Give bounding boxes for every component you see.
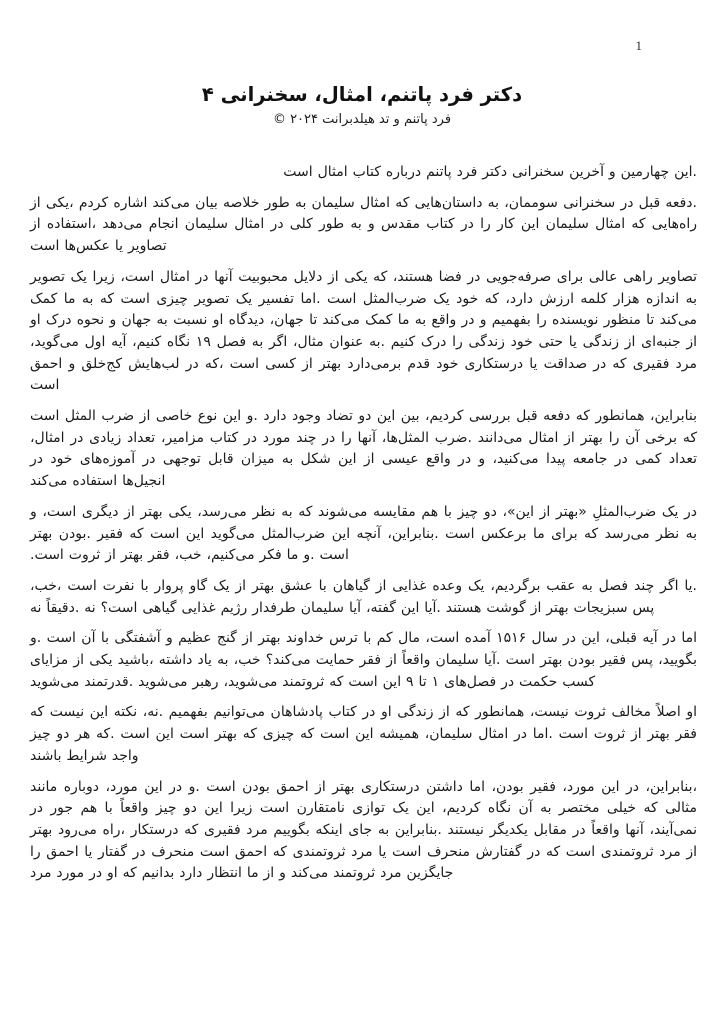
paragraph: اما در آیه قبلی، این در سال ۱۵۱۶ آمده است، مال کم با ترس خداوند بهتر از گنج عظیم و آشفتگی با آن است .و بگویید، پس فقیر بودن بهتر است .آیا سلیمان واقعاً از فقر حمایت می‌کند؟ خب، به یاد داشته ،باشید یکی از مزایای کسب حکمت در فصل‌های ۱ تا ۹ این است که ثروتمند می‌شوید، رهبر می‌شوید .قدرتمند می‌شوید	[30, 630, 697, 690]
paragraph: ،بنابراین، در این مورد، فقیر بودن، اما داشتن درستکاری بهتر از احمق بودن است .و در این مورد، دوباره مانند مثالی که خیلی مختصر به آن نگاه کردیم، این یک توازی نامتقارن است زیرا این دو چیز واقعاً با هم جور در نمی‌آیند، آنها واقعاً در مقابل یکدیگر نیستند .بنابراین به جای اینکه بگوییم مرد فقیری که درستکار ،راه می‌رود بهتر از مرد ثروتمندی است که در گفتارش منحرف است یا مرد ثروتمندی که احمق است منحرف در گفتار یا احمق را جایگزین مرد ثروتمند می‌کند و از ما انتظار دارد بدانیم که او در مورد مرد	[30, 778, 697, 882]
paragraph: .یا اگر چند فصل به عقب برگردیم، یک وعده غذایی از گیاهان با عشق بهتر از یک گاو پروار با نفرت است ،خب، پس سبزیجات بهتر از گوشت هستند .آیا این گفته، آیا سلیمان طرفدار رژیم غذایی گیاهی است؟ نه .دقیقاً نه	[30, 577, 697, 616]
document-body	[30, 162, 697, 885]
paragraph: .دفعه قبل در سخنرانی سوممان، به داستان‌هایی که امثال سلیمان به طور خلاصه بیان می‌کند اشاره کردم ،یکی از راه‌هایی که امثال سلیمان این کار را در کتاب مقدس و به طور کلی در امثال سلیمان انجام می‌دهد ،استفاده از تصاویر یا عکس‌ها است	[30, 194, 697, 255]
paragraph: .این چهارمین و آخرین سخنرانی دکتر فرد پاتنم درباره کتاب امثال است	[283, 164, 697, 180]
paragraph: تصاویر راهی عالی برای صرفه‌جویی در فضا هستند، که یکی از دلایل محبوبیت آنها در امثال است، زیرا یک تصویر به اندازه هزار کلمه ارزش دارد، که خود یک ضرب‌المثل است .اما تفسیر یک تصویر چیزی است که به ما کمک می‌کند تا منظور نویسنده را بفهمیم و در واقع به ما کمک می‌کند تا جهان، دیدگاه او نسبت به جهان و نحوه درک او از جنبه‌ای از زندگی یا حتی خود زندگی را درک کنیم .به عنوان مثال، اگر به فصل ۱۹ نگاه کنیم، آیه اول می‌گوید، مرد فقیری که در صداقت یا درستکاری خود قدم برمی‌دارد بهتر از کسی است ،که در لب‌هایش کج‌خلق و احمق است	[30, 268, 698, 394]
document-header	[0, 0, 724, 129]
document-title: دکتر فرد پاتنم، امثال، سخنرانی ۴	[201, 83, 523, 106]
paragraph: او اصلاً مخالف ثروت نیست، همانطور که از زندگی او در کتاب پادشاهان می‌توانیم بفهمیم .نه، نکته این نیست که فقر بهتر از ثروت است .اما در امثال سلیمان، همیشه این است که چیزی که بهتر است این است .که هر دو چیز واجد شرایط باشند	[30, 704, 697, 764]
paragraph: بنابراین، همانطور که دفعه قبل بررسی کردیم، بین این دو تضاد وجود دارد .و این نوع خاصی از ضرب المثل است که برخی آن را بهتر از امثال می‌دانند .ضرب المثل‌ها، آنها را در چند مورد در کتاب مزامیر، تعداد زیادی در امثال، تعداد کمی در جامعه پیدا می‌کنید، و در واقع عیسی از این شکل به میزان قابل توجهی در آموزه‌های خود در انجیل‌ها استفاده می‌کند	[30, 408, 697, 490]
paragraph: در یک ضرب‌المثلِ «بهتر از این»، دو چیز با هم مقایسه می‌شوند که به نظر می‌رسد، یکی بهتر از دیگری است، و به نظر می‌رسد که برای ما برعکس است .بنابراین، آنچه این ضرب‌المثل می‌گوید این است که فقیر .بودن بهتر است .و ما فکر می‌کنیم، خب، فقر بهتر از ثروت است.	[30, 503, 697, 564]
document-byline: فرد پاتنم و تد هیلدبرانت ۲۰۲۴ ©	[272, 112, 452, 127]
page-number: 1	[635, 38, 642, 53]
